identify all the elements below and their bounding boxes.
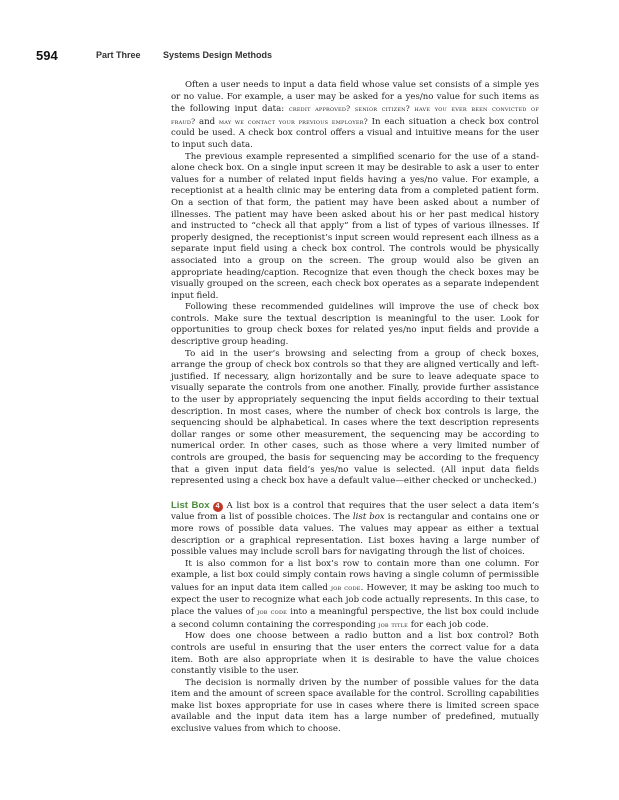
paragraph: Often a user needs to input a data field whose value set consists of a simple yes or no value. For example, a user may be asked for a yes/no value for such items as the following input data: credit approved? senior citizen? have you ever been convicted of fraud? and may we contact your previous employer? In each situation a check box control could be used. A check box control offers a visual and intuitive means for the user to input such data.	[171, 80, 539, 150]
paragraph: Following these recommended guidelines will improve the use of check box controls. Make sure the textual description is meaningful to the user. Look for opportunities to group check boxes for related yes/no input fields and provide a descriptive group heading.	[171, 302, 539, 348]
paragraph: The previous example represented a simplified scenario for the use of a stand-alone check box. On a single input screen it may be desirable to ask a user to enter values for a number of related input fields having a yes/no value. For example, a receptionist at a health clinic may be entering data from a completed patient form. On a section of that form, the patient may have been asked about a number of illnesses. The patient may have been asked about his or her past medical history and instructed to “check all that apply” from a list of types of various illnesses. If properly designed, the receptionist’s input screen would represent each illness as a separate input field using a check box control. The controls would be physically associated into a group on the screen. The group would also be given an appropriate heading/caption. Recognize that even though the check boxes may be visually grouped on the screen, each check box operates as a separate independent input field.	[171, 151, 539, 301]
paragraph: The decision is normally driven by the number of possible values for the data item and the amount of screen space available for the control. Scrolling capabilities make list boxes appropriate for use in cases where there is limited screen space available and the input data item has a large number of predefined, mutually exclusive values from which to choose.	[171, 677, 539, 735]
page-body	[171, 80, 539, 736]
list-box-section-paragraph: List Box 4 A list box is a control that requires that the user select a data item’s value from a list of possible choices. The list box is rectangular and contains one or more rows of possible data values. The values may appear as either a textual description or a graphical representation. List boxes having a large number of possible values may include scroll bars for navigating through the list of choices.	[171, 499, 539, 558]
section-heading: List Box	[171, 499, 210, 511]
paragraph: To aid in the user’s browsing and selecting from a group of check boxes, arrange the group of check box controls so that they are aligned vertically and left-justified. If necessary, align horizontally and be sure to leave adequate space to visually separate the controls from one another. Finally, provide further assistance to the user by appropriately sequencing the input fields according to their textual description. In most cases, where the number of check box controls is large, the sequencing should be alphabetical. In cases where the text description represents dollar ranges or some other measurement, the sequencing may be according to numerical order. In other cases, such as those where a very limited number of controls are grouped, the basis for sequencing may be according to the frequency that a given input data field’s yes/no value is selected. (All input data fields represented using a check box have a default value—either checked or unchecked.)	[171, 348, 539, 487]
paragraph: It is also common for a list box’s row to contain more than one column. For example, a list box could simply contain rows having a single column of permissible values for an input data item called job code. However, it may be asking too much to expect the user to recognize what each job code actually represents. In this case, to place the values of job code into a meaningful perspective, the list box could include a second column containing the corresponding job title for each job code.	[171, 558, 540, 630]
numbered-badge-icon: 4	[213, 502, 223, 512]
chapter-title: Systems Design Methods	[163, 50, 273, 60]
page-number: 594	[36, 48, 58, 63]
page-header	[36, 48, 583, 64]
part-label: Part Three	[96, 50, 141, 60]
paragraph: How does one choose between a radio button and a list box control? Both controls are useful in ensuring that the user enters the correct value for a data item. Both are also appropriate when it is desirable to have the value choices constantly visible to the user.	[171, 631, 539, 677]
